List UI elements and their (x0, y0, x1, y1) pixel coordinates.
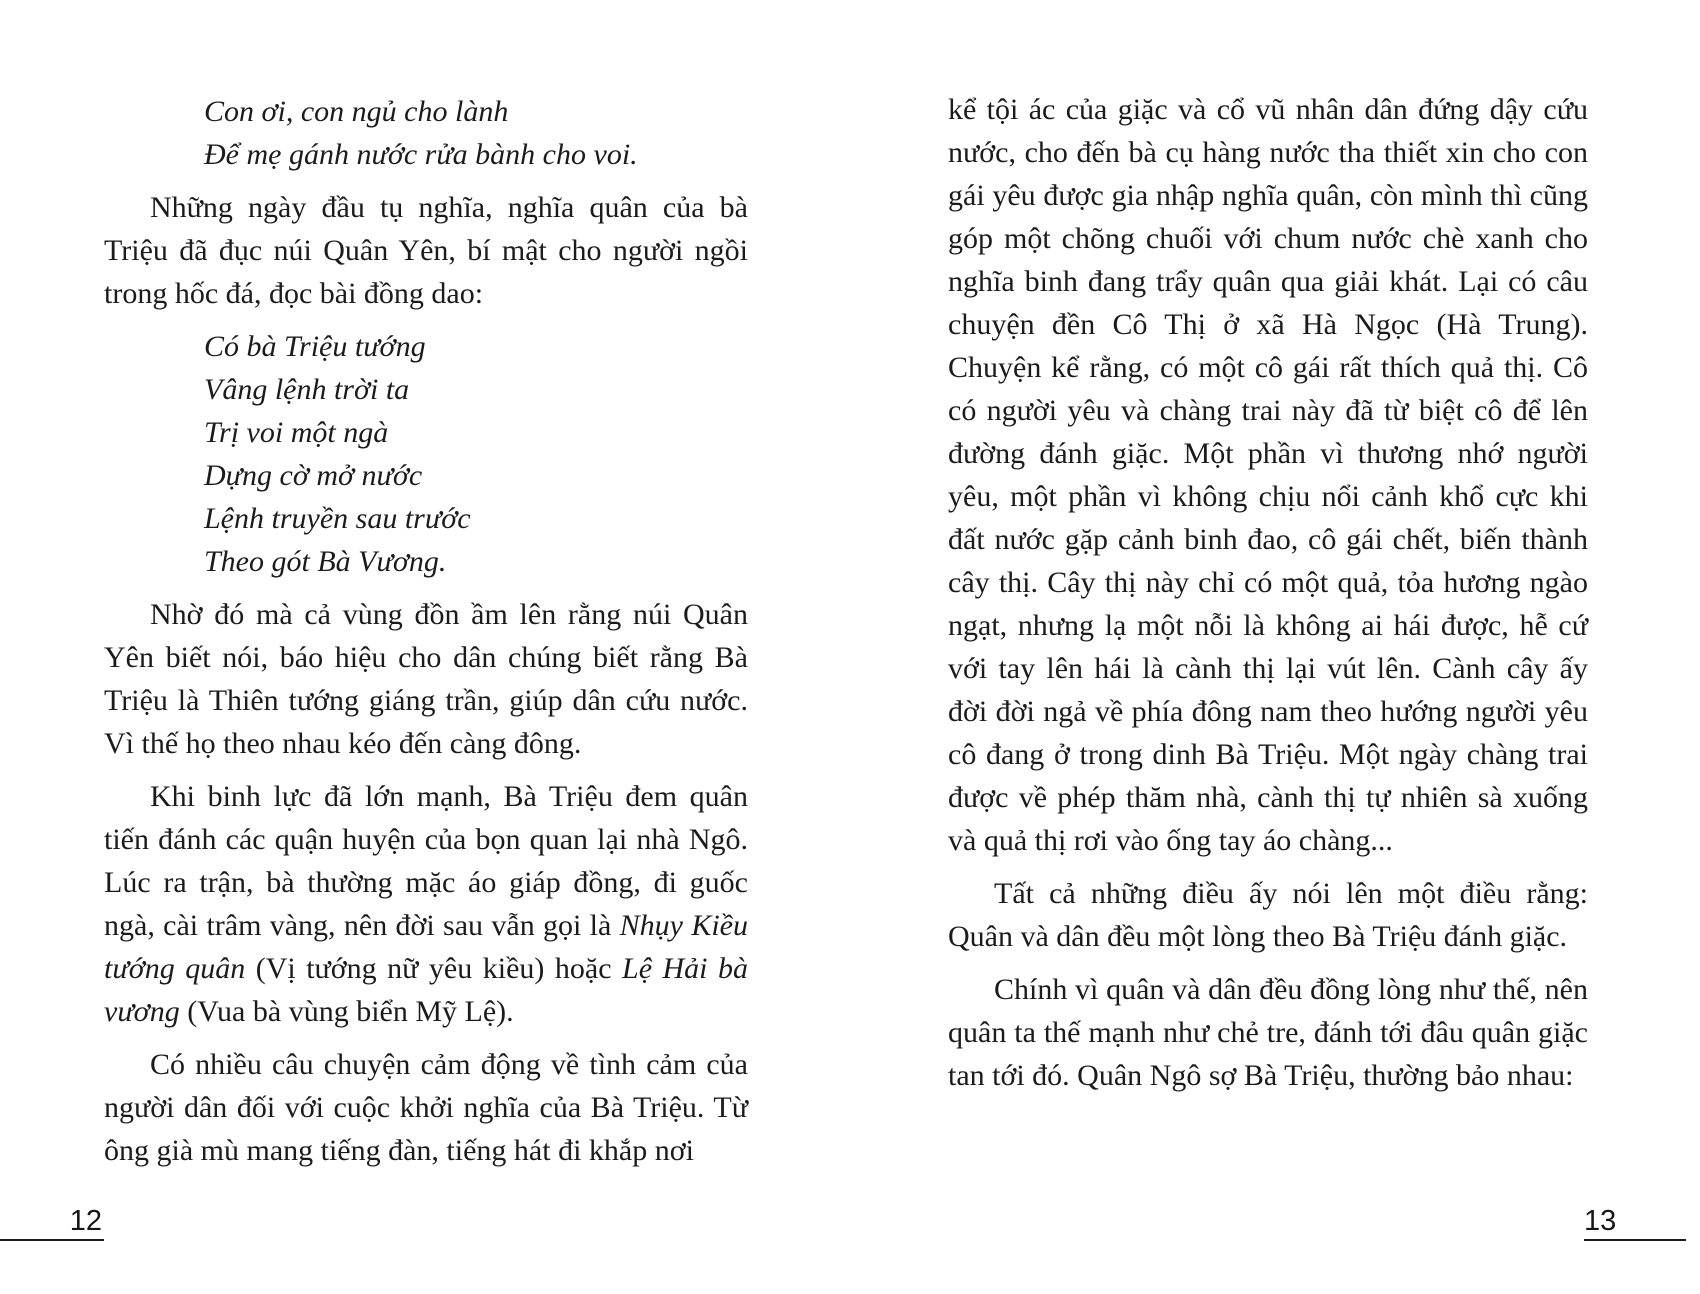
paragraph: Nhờ đó mà cả vùng đồn ầm lên rằng núi Quân Yên biết nói, báo hiệu cho dân chúng biết rằng Bà Triệu là Thiên tướng giáng trần, giúp dân cứu nước. Vì thế họ theo nhau kéo đến càng đông. (104, 598, 748, 760)
verse-line: Vâng lệnh trời ta (204, 373, 410, 406)
text-run: (Vua bà vùng biển Mỹ Lệ). (179, 995, 514, 1028)
verse-line: Để mẹ gánh nước rửa bành cho voi. (204, 138, 638, 171)
paragraph: Chính vì quân và dân đều đồng lòng như thế, nên quân ta thế mạnh như chẻ tre, đánh tới đâu quân giặc tan tới đó. Quân Ngô sợ Bà Triệu, thường bảo nhau: (948, 973, 1588, 1092)
text-run: Khi binh lực đã lớn mạnh, Bà Triệu đem quân tiến đánh các quận huyện của bọn quan lại nhà Ngô. Lúc ra trận, bà thường mặc áo giáp đồng, đi guốc ngà, cài trâm vàng, nên đời sau vẫn gọi là (104, 780, 748, 942)
italic-term: Nhụy Kiều tướng quân (104, 909, 748, 985)
page-number-left: 12 (69, 1205, 102, 1237)
verse-line: Dựng cờ mở nước (204, 459, 423, 492)
folk-rhyme-verse (204, 325, 748, 583)
footer-rule-left (0, 1239, 104, 1241)
paragraph: Những ngày đầu tụ nghĩa, nghĩa quân của bà Triệu đã đục núi Quân Yên, bí mật cho người ngồi trong hốc đá, đọc bài đồng dao: (104, 191, 748, 310)
page-number-right: 13 (1584, 1205, 1617, 1237)
paragraph: Tất cả những điều ấy nói lên một điều rằng: Quân và dân đều một lòng theo Bà Triệu đánh giặc. (948, 877, 1588, 953)
lullaby-verse (204, 90, 748, 176)
verse-line: Lệnh truyền sau trước (204, 502, 471, 535)
verse-line: Con ơi, con ngủ cho lành (204, 95, 509, 128)
verse-line: Trị voi một ngà (204, 416, 389, 449)
italic-term: Lệ Hải bà vương (104, 952, 749, 1028)
verse-line: Có bà Triệu tướng (204, 330, 426, 363)
right-page-text (948, 88, 1588, 1097)
paragraph: kể tội ác của giặc và cổ vũ nhân dân đứng dậy cứu nước, cho đến bà cụ hàng nước tha thiết xin cho con gái yêu được gia nhập nghĩa quân, còn mình thì cũng góp một chõng chuối với chum nước chè xanh cho nghĩa binh đang trẩy quân qua giải khát. Lại có câu chuyện đền Cô Thị ở xã Hà Ngọc (Hà Trung). Chuyện kể rằng, có một cô gái rất thích quả thị. Cô có người yêu và chàng trai này đã từ biệt cô để lên đường đánh giặc. Một phần vì thương nhớ người yêu, một phần vì không chịu nổi cảnh khổ cực khi đất nước gặp cảnh binh đao, cô gái chết, biến thành cây thị. Cây thị này chỉ có một quả, tỏa hương ngào ngạt, nhưng lạ một nỗi là không ai hái được, hễ cứ với tay lên hái là cành thị lại vút lên. Cành cây ấy đời đời ngả về phía đông nam theo hướng người yêu cô đang ở trong dinh Bà Triệu. Một ngày chàng trai được về phép thăm nhà, cành thị tự nhiên sà xuống và quả thị rơi vào ống tay áo chàng... (948, 93, 1588, 857)
paragraph (104, 775, 748, 1033)
footer-rule-right (1584, 1239, 1686, 1241)
verse-line: Theo gót Bà Vương. (204, 545, 447, 578)
left-page-text (104, 90, 748, 1172)
text-run: (Vị tướng nữ yêu kiều) hoặc (245, 952, 623, 985)
paragraph: Có nhiều câu chuyện cảm động về tình cảm của người dân đối với cuộc khởi nghĩa của Bà Triệu. Từ ông già mù mang tiếng đàn, tiếng hát đi khắp nơi (104, 1048, 748, 1167)
